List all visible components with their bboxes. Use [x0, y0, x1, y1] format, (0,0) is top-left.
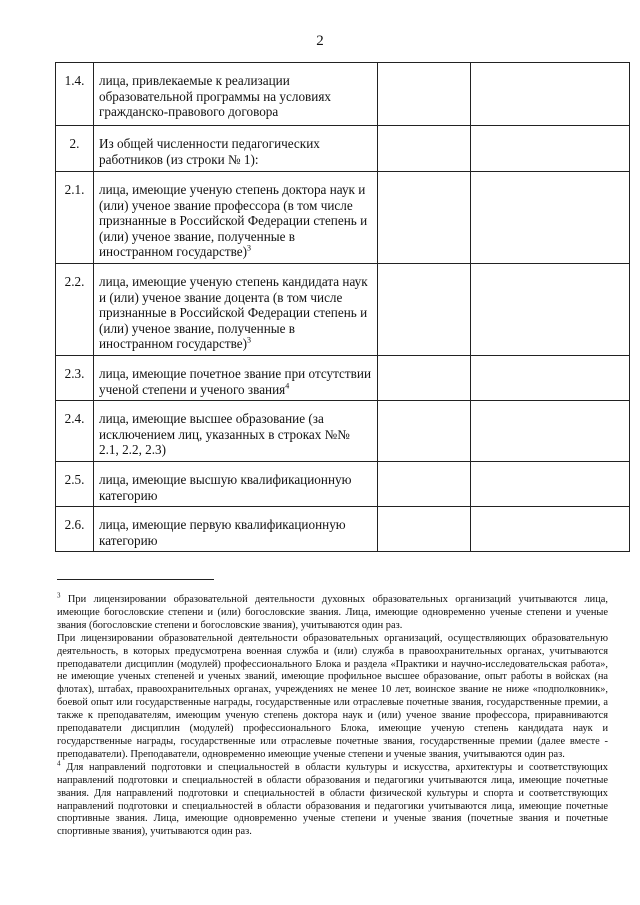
value-cell[interactable] [378, 507, 471, 552]
row-description: лица, имеющие высшее образование (за исключением лиц, указанных в строках №№ 2.1, 2.2, 2.3) [94, 401, 378, 462]
value-cell[interactable] [378, 63, 471, 126]
row-number: 2.6. [56, 507, 94, 552]
footnotes [57, 591, 608, 839]
row-description: лица, имеющие высшую квалификационную категорию [94, 461, 378, 506]
table-row [56, 63, 630, 126]
value-cell[interactable] [471, 63, 630, 126]
value-cell[interactable] [378, 355, 471, 400]
row-description: Из общей численности педагогических работников (из строки № 1): [94, 126, 378, 172]
value-cell[interactable] [378, 172, 471, 264]
footnote-3 [57, 591, 608, 633]
row-number: 2.1. [56, 172, 94, 264]
table-row [56, 126, 630, 172]
row-number: 2.3. [56, 355, 94, 400]
staff-table [55, 62, 630, 552]
footnote-mark: 3 [57, 591, 61, 600]
footnote-text: Для направлений подготовки и специальностей в области культуры и искусства, архитектуры и соответствующих направлений подготовки и специальностей в области образования и педагогики учитываются лица, имеющие почетные звания. Для направлений подготовки и специальностей в области физической культуры и спорта и соответствующих направлений подготовки и специальностей в области образования и педагогики учитываются лица, имеющие почетные спортивные звания. Лица, имеющие одновременно ученые степени и ученые звания (почетные звания и почетные спортивные звания), учитываются один раз. [57, 761, 608, 838]
footnote-separator [57, 579, 214, 580]
value-cell[interactable] [471, 172, 630, 264]
footnote-text: При лицензировании образовательной деятельности духовных образовательных организаций учитываются лица, имеющие богословские степени и (или) богословские звания. Лица, имеющие одновременно ученые степени и ученые звания (богословские степени и богословские звания), учитываются один раз. [57, 594, 608, 631]
value-cell[interactable] [471, 401, 630, 462]
page-number: 2 [316, 33, 324, 49]
table-row [56, 507, 630, 552]
value-cell[interactable] [378, 401, 471, 462]
value-cell[interactable] [471, 461, 630, 506]
row-number: 2.5. [56, 461, 94, 506]
row-number: 2. [56, 126, 94, 172]
row-number: 2.4. [56, 401, 94, 462]
value-cell[interactable] [378, 263, 471, 355]
table-row [56, 263, 630, 355]
table-row [56, 461, 630, 506]
value-cell[interactable] [471, 126, 630, 172]
footnote-4 [57, 759, 608, 839]
value-cell[interactable] [471, 355, 630, 400]
row-description: лица, привлекаемые к реализации образовательной программы на условиях гражданско-правового договора [94, 63, 378, 126]
footnote-mark: 4 [57, 759, 61, 768]
footnote-3-continuation [57, 633, 608, 762]
row-description: лица, имеющие первую квалификационную категорию [94, 507, 378, 552]
value-cell[interactable] [471, 507, 630, 552]
table-row [56, 355, 630, 400]
footnote-ref[interactable]: 3 [246, 335, 251, 345]
footnote-text: При лицензировании образовательной деятельности образовательных организаций, осуществляющих образовательную деятельность, в которых предусмотрена военная служба и (или) служба в правоохранительных органах, учитываются преподаватели дисциплин (модулей) профессионального Блока и раздела «Практики и научно-исследовательская работа», не имеющие ученых степеней и ученых званий, имеющие профильное высшее образование, опыт работы в войсках (на флотах), штабах, правоохранительных органах, учреждениях не менее 10 лет, воинское звание не ниже «подполковник», боевой опыт или государственные награды, государственные или отраслевые почетные звания, государственные премии, а также к преподавателям, имеющим ученую степень доктора наук и (или) ученое звание профессора, приравниваются преподаватели дисциплин (модулей) профессионального Блока, имеющие ученую степень кандидата наук и государственные награды, государственные или отраслевые почетные звания, государственные премии (далее вместе - преподаватели). Преподаватели, одновременно имеющие ученые степени и ученые звания, учитываются один раз. [57, 632, 608, 760]
row-description: лица, имеющие почетное звание при отсутствии ученой степени и ученого звания$^4$ [94, 355, 378, 400]
footnote-ref[interactable]: 3 [246, 243, 251, 253]
footnote-ref[interactable]: 4 [285, 381, 290, 391]
value-cell[interactable] [471, 263, 630, 355]
row-description: лица, имеющие ученую степень кандидата наук и (или) ученое звание доцента (в том числе признанные в Российской Федерации степень и (или) ученое звание, полученные в иностранном государстве)$^3$ [94, 263, 378, 355]
table-row [56, 172, 630, 264]
row-number: 2.2. [56, 263, 94, 355]
row-number: 1.4. [56, 63, 94, 126]
value-cell[interactable] [378, 126, 471, 172]
value-cell[interactable] [378, 461, 471, 506]
row-description: лица, имеющие ученую степень доктора наук и (или) ученое звание профессора (в том числе признанные в Российской Федерации степень и (или) ученое звание, полученные в иностранном государстве)$^3$ [94, 172, 378, 264]
table-row [56, 401, 630, 462]
